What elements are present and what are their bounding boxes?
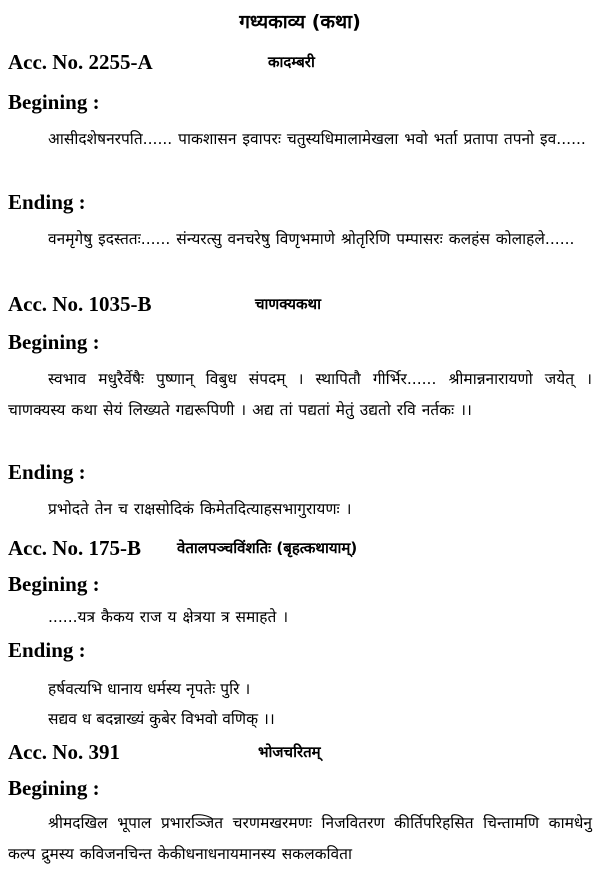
ending-label: Ending :: [8, 638, 86, 662]
acc-number: Acc. No. 2255-A: [8, 50, 153, 74]
ending-label: Ending :: [8, 460, 86, 484]
acc-number: Acc. No. 1035-B: [8, 292, 152, 316]
ending-text: प्रभोदते तेन च राक्षसोदिकं किमेतदित्याहसभागुरायणः ।: [48, 500, 352, 518]
work-title: कादम्बरी: [268, 53, 315, 71]
beginning-label: Begining :: [8, 330, 100, 354]
beginning-label: Begining :: [8, 776, 100, 800]
beginning-text: श्रीमदखिल भूपाल प्रभारञ्जित चरणमखरमणः निजवितरण कीर्तिपरिहसित चिन्तामणि कामधेनु कल्प द्रुमस्य कविजनचिन्त केकीधनाधनायमानस्य सकलकविता: [8, 814, 592, 863]
beginning-text: आसीदशेषनरपति...... पाकशासन इवापरः चतुस्यधिमालामेखला भवो भर्ता प्रतापा तपनो इव......: [48, 130, 586, 148]
acc-number: Acc. No. 391: [8, 740, 120, 764]
beginning-text: स्वभाव मधुरैर्वेषैः पुष्णान् विबुध संपदम् । स्थापितौ गीर्भिर...... श्रीमान्ननारायणो जयेत् । चाणक्यस्य कथा सेयं लिख्यते गद्यरूपिणी । अद्य तां पद्यतां मेतुं उद्यतो रवि नर्तकः ।।: [8, 370, 592, 419]
work-title: वेतालपञ्चविंशतिः (बृहत्कथायाम्): [177, 539, 358, 557]
ending-verse-line: सद्यव ध बदन्नाख्यं कुबेर विभवो वणिक् ।।: [48, 710, 275, 728]
page-title: गध्यकाव्य (कथा): [239, 11, 361, 33]
work-title: चाणक्यकथा: [255, 295, 321, 313]
beginning-text: ......यत्र कैकय राज य क्षेत्रया त्र समाहते ।: [48, 608, 289, 626]
ending-text: वनमृगेषु इदस्ततः...... संन्यरत्सु वनचरेषु विणृभमाणे श्रोतृरिणि पम्पासरः कलहंस कोलाहले......: [48, 230, 575, 248]
acc-number: Acc. No. 175-B: [8, 536, 141, 560]
beginning-label: Begining :: [8, 572, 100, 596]
ending-label: Ending :: [8, 190, 86, 214]
ending-verse-line: हर्षवत्यभि धानाय धर्मस्य नृपतेः पुरि ।: [48, 680, 251, 698]
work-title: भोजचरितम्: [258, 743, 321, 761]
beginning-label: Begining :: [8, 90, 100, 114]
